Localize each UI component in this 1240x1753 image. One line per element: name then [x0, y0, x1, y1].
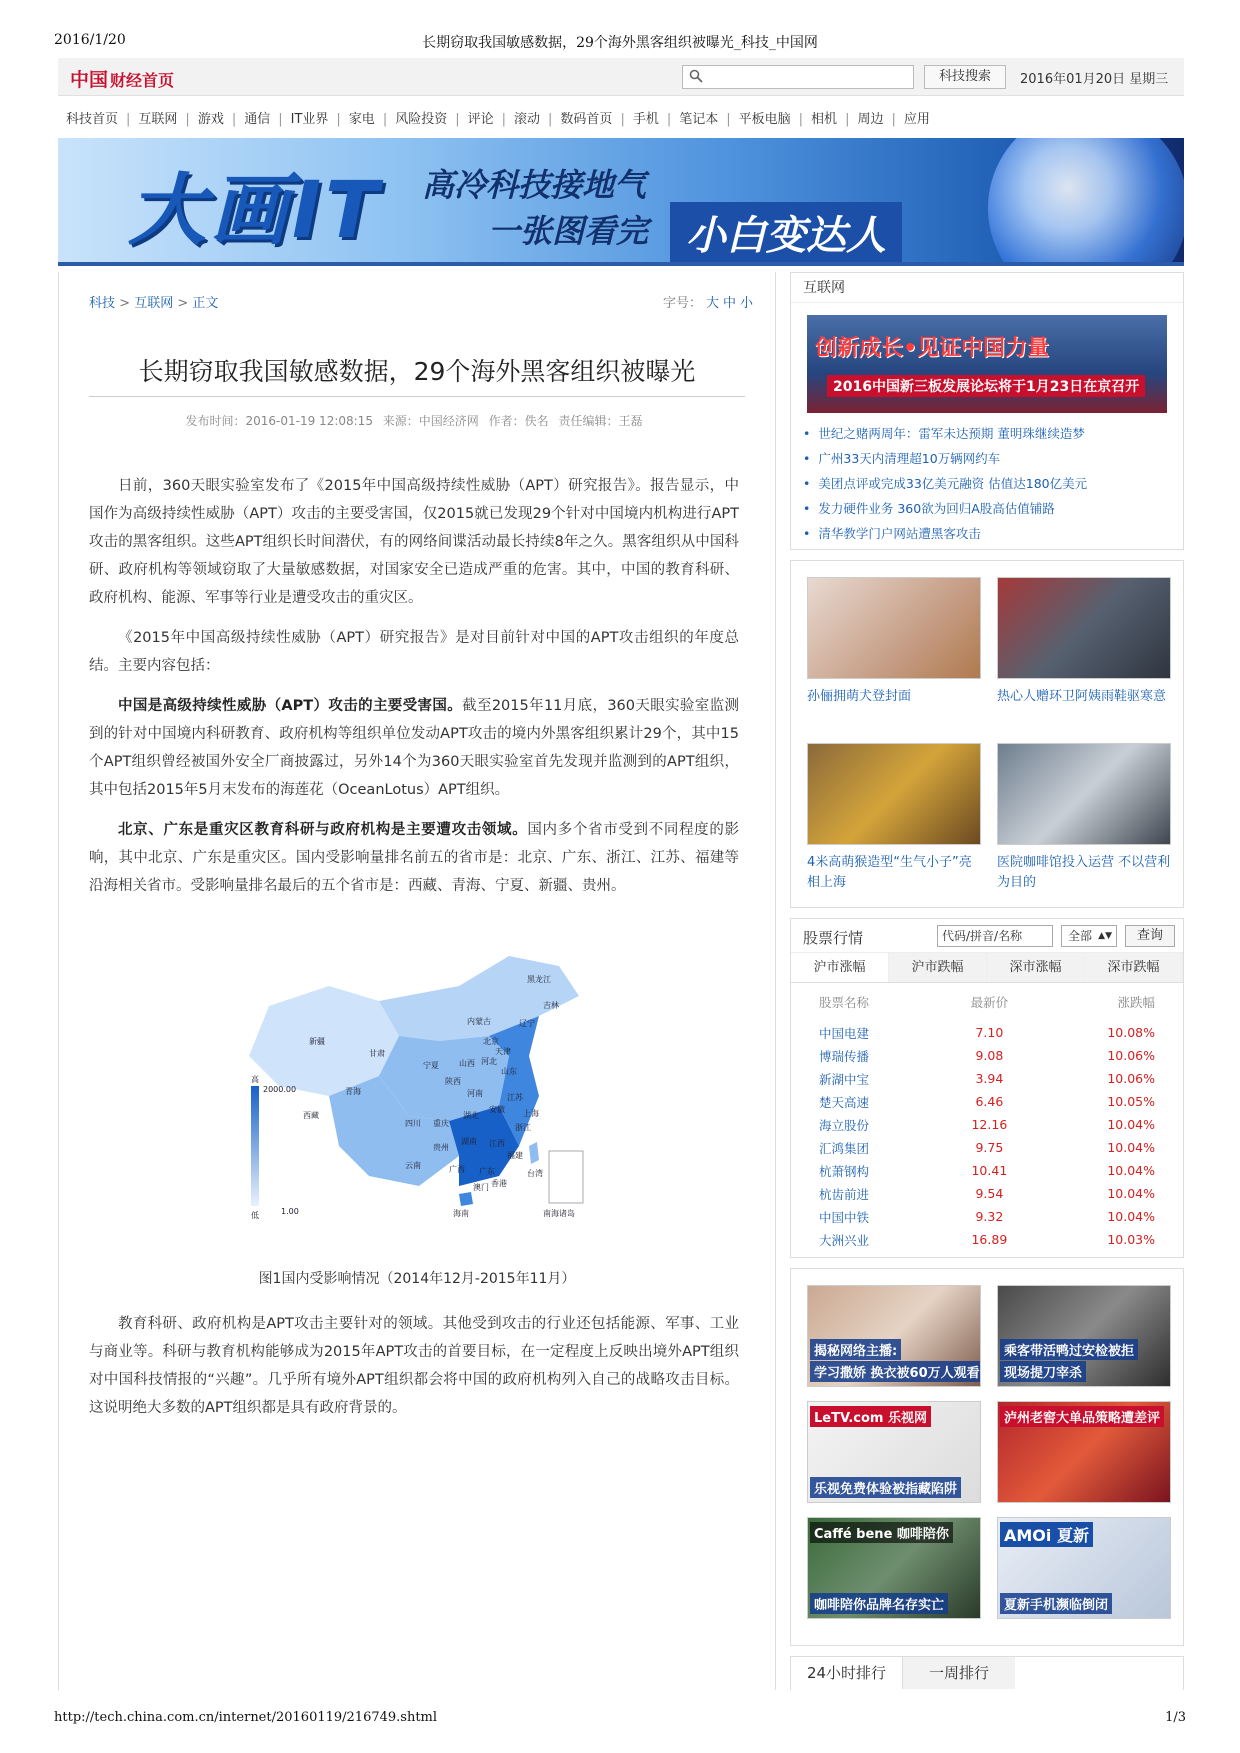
paragraph-5: 教育科研、政府机构是APT攻击主要针对的领域。其他受到攻击的行业还包括能源、军事、工业与商业等。科研与教育机构能够成为2015年APT攻击的首要目标，在一定程度上反映出境外APT组织对中国科技情报的“兴趣”。几乎所有境外APT组织都会将中国的政府机构列入自己的战略攻击目标。这说明绝大多数的APT组织都是具有政府背景的。	[89, 1316, 739, 1416]
forum-ad[interactable]	[807, 315, 1167, 413]
promo-images-panel	[790, 1268, 1184, 1646]
nav-item[interactable]: 数码首页	[560, 112, 613, 127]
news-title: 广州33天内清理超10万辆网约车	[818, 451, 1001, 466]
china-impact-map	[209, 946, 629, 1246]
photo-caption: 孙俪拥萌犬登封面	[807, 689, 912, 704]
promo-label: LeTV.com 乐视网	[810, 1406, 931, 1427]
map-label: 新疆	[309, 1037, 325, 1046]
map-label: 上海	[523, 1109, 539, 1118]
nav-separator: |	[185, 112, 190, 127]
site-logo[interactable]	[70, 65, 174, 92]
map-label: 天津	[495, 1047, 511, 1056]
promo-item[interactable]	[997, 1401, 1171, 1503]
map-label: 山东	[501, 1067, 517, 1076]
select-arrows-icon: ▲▼	[1098, 931, 1112, 941]
stock-change: 10.04%	[1107, 1140, 1155, 1155]
nav-separator: |	[382, 112, 388, 127]
nav-separator: |	[845, 112, 850, 127]
map-label: 西藏	[303, 1111, 319, 1120]
stock-search-input[interactable]: 代码/拼音/名称	[937, 925, 1053, 947]
stock-row[interactable]	[791, 1021, 1183, 1044]
stock-price: 7.10	[975, 1025, 1004, 1040]
current-date: 2016年01月20日 星期三	[1020, 72, 1169, 87]
nav-separator: |	[726, 112, 731, 127]
stock-row[interactable]	[791, 1182, 1183, 1205]
nav-item[interactable]: 相机	[811, 112, 838, 127]
stock-price: 9.54	[975, 1186, 1004, 1201]
stock-change: 10.04%	[1107, 1163, 1155, 1178]
photo-caption: 热心人赠环卫阿姨雨鞋驱寒意	[997, 689, 1167, 704]
stock-row[interactable]	[791, 1228, 1183, 1251]
map-label: 吉林	[543, 1001, 559, 1010]
nav-separator: |	[126, 112, 131, 127]
stock-name[interactable]: 杭齿前进	[819, 1186, 870, 1202]
photo-thumbnail	[807, 743, 981, 845]
paragraph-3	[89, 692, 739, 804]
stock-title: 股票行情	[803, 929, 864, 947]
ranking-tabs	[791, 1657, 1183, 1689]
photo-caption: 医院咖啡馆投入运营 不以营利为目的	[997, 855, 1171, 890]
map-label: 福建	[507, 1151, 523, 1160]
font-size-medium[interactable]: 中	[722, 296, 736, 311]
bullet-icon: •	[803, 501, 811, 516]
map-region-north	[379, 956, 579, 1041]
news-item[interactable]	[803, 446, 1171, 471]
nav-separator: |	[891, 112, 896, 127]
search-button[interactable]: 科技搜索	[924, 65, 1006, 89]
font-size-large[interactable]: 大	[705, 296, 719, 311]
nav-separator: |	[666, 112, 672, 127]
nav-item[interactable]: 应用	[903, 112, 930, 127]
south-sea-inset	[549, 1151, 583, 1203]
col-price: 最新价	[970, 995, 1009, 1010]
breadcrumb-internet[interactable]: 互联网	[134, 296, 174, 311]
map-label: 南海诸岛	[543, 1209, 575, 1218]
tab-24h[interactable]: 24小时排行	[791, 1657, 903, 1689]
stock-row[interactable]	[791, 1136, 1183, 1159]
photo-news-panel	[790, 560, 1184, 908]
promo-sublabel: 现场提刀宰杀	[1000, 1361, 1086, 1382]
promo-banner[interactable]	[58, 138, 1184, 266]
article-author: 作者：佚名	[488, 414, 549, 428]
paragraph-1: 日前，360天眼实验室发布了《2015年中国高级持续性威胁（APT）研究报告》。报告显示，中国作为高级持续性威胁（APT）攻击的主要受害国，仅2015就已发现29个针对中国境内机构进行APT攻击的黑客组织。这些APT组织长时间潜伏，有的网络间谍活动最长持续8年之久。黑客组织从中国科研、政府机构等领域窃取了大量敏感数据，对国家安全已造成严重的危害。其中，中国的教育科研、政府机构、能源、军事等行业是遭受攻击的重灾区。	[89, 478, 739, 606]
print-footer	[54, 1710, 1186, 1730]
map-legend-min: 1.00	[281, 1207, 299, 1216]
map-label: 江苏	[507, 1093, 523, 1102]
map-label: 浙江	[515, 1123, 531, 1132]
stock-change: 10.04%	[1107, 1117, 1155, 1132]
stock-row[interactable]	[791, 1067, 1183, 1090]
breadcrumb-sep: >	[177, 296, 189, 311]
news-item[interactable]	[803, 471, 1171, 496]
stock-price: 9.75	[975, 1140, 1004, 1155]
map-label: 山西	[459, 1059, 475, 1068]
promo-label: 乘客带活鸭过安检被拒	[1000, 1339, 1138, 1360]
map-label: 河北	[481, 1057, 497, 1066]
promo-item[interactable]	[997, 1517, 1171, 1619]
nav-item[interactable]: IT业界	[290, 112, 329, 127]
promo-sublabel: 夏新手机濒临倒闭	[1000, 1593, 1112, 1614]
promo-label: 揭秘网络主播:	[810, 1339, 901, 1360]
photo-thumbnail	[997, 743, 1171, 845]
stock-row[interactable]	[791, 1044, 1183, 1067]
map-label: 河南	[467, 1089, 483, 1098]
banner-line-1: 高冷科技接地气	[422, 166, 647, 204]
stock-change: 10.08%	[1107, 1025, 1155, 1040]
promo-label: AMOi 夏新	[1000, 1522, 1093, 1547]
stock-change: 10.04%	[1107, 1209, 1155, 1224]
map-label: 江西	[489, 1139, 505, 1148]
promo-label: 泸州老窖大单品策略遭差评	[1000, 1406, 1164, 1427]
nav-separator: |	[336, 112, 341, 127]
nav-item[interactable]: 通信	[244, 112, 271, 127]
internet-news-panel	[790, 272, 1184, 550]
stock-table	[791, 983, 1183, 1251]
breadcrumb-sep: >	[119, 296, 131, 311]
stock-row[interactable]	[791, 1113, 1183, 1136]
map-label: 内蒙古	[467, 1017, 491, 1026]
nav-separator: |	[798, 112, 804, 127]
font-size-control	[663, 292, 753, 311]
news-title: 清华教学门户网站遭黑客攻击	[818, 526, 981, 541]
map-label: 宁夏	[423, 1061, 439, 1070]
article-body-bottom	[89, 1310, 739, 1422]
photo-item[interactable]	[807, 743, 981, 909]
map-label: 重庆	[433, 1119, 449, 1128]
tab-sz-losers[interactable]: 深市跌幅	[1085, 953, 1183, 982]
paragraph-3-text: 截至2015年11月底，360天眼实验室监测到的针对中国境内科研教育、政府机构等组织单位发动APT攻击的境内外黑客组织累计29个，其中15个APT组织曾经被国外安全厂商披露过，另外14个为360天眼实验室首先发现并监测到的APT组织，其中包括2015年5月末发布的海莲花（OceanLotus）APT组织。	[89, 698, 739, 798]
nav-item[interactable]: 平板电脑	[738, 112, 791, 127]
col-stock-name: 股票名称	[819, 995, 870, 1010]
map-label: 北京	[483, 1037, 499, 1046]
stock-quotes-panel	[790, 918, 1184, 1258]
nav-separator: |	[501, 112, 507, 127]
map-region-taiwan	[529, 1142, 539, 1164]
stock-change: 10.06%	[1107, 1048, 1155, 1063]
stock-price: 16.89	[971, 1232, 1008, 1247]
promo-label: Caffé bene 咖啡陪你	[810, 1522, 953, 1543]
nav-item[interactable]: 周边	[857, 112, 884, 127]
ad-subline: 2016中国新三板发展论坛将于1月23日在京召开	[827, 375, 1145, 397]
banner-line-2: 一张图看完	[488, 212, 649, 250]
ad-headline: 创新成长•见证中国力量	[815, 336, 1050, 361]
paragraph-3-lead: 中国是高级持续性威胁（APT）攻击的主要受害国。	[118, 698, 463, 714]
photo-thumbnail	[997, 577, 1171, 679]
photo-item[interactable]	[807, 577, 981, 743]
promo-sublabel: 乐视免费体验被指藏陷阱	[810, 1477, 961, 1498]
print-date: 2016/1/20	[54, 32, 126, 48]
paragraph-4-lead: 北京、广东是重灾区教育科研与政府机构是主要遭攻击领域。	[118, 822, 528, 838]
map-legend-low: 低	[251, 1211, 259, 1220]
map-label: 贵州	[433, 1143, 449, 1152]
map-label: 香港	[491, 1179, 507, 1188]
map-label: 广西	[449, 1165, 465, 1174]
stock-change: 10.05%	[1107, 1094, 1155, 1109]
bullet-icon: •	[803, 426, 811, 441]
stock-name[interactable]: 杭萧钢构	[819, 1163, 870, 1179]
photo-caption: 4米高萌猴造型“生气小子”亮相上海	[807, 855, 972, 890]
news-title: 美团点评或完成33亿美元融资 估值达180亿美元	[818, 476, 1088, 491]
map-label: 黑龙江	[527, 975, 551, 984]
stock-price: 3.94	[975, 1071, 1004, 1086]
map-label: 海南	[453, 1209, 469, 1218]
map-legend-bar	[251, 1086, 259, 1206]
stock-name[interactable]: 汇鸿集团	[819, 1140, 870, 1156]
market-select-value: 全部	[1068, 929, 1093, 943]
article-column	[58, 272, 776, 1690]
stock-price: 12.16	[971, 1117, 1008, 1132]
map-label: 安徽	[489, 1105, 505, 1114]
paragraph-4-text: 国内多个省市受到不同程度的影响，其中北京、广东是重灾区。国内受影响量排名前五的省市是：北京、广东、浙江、江苏、福建等沿海相关省市。受影响量排名最后的五个省市是：西藏、青海、宁夏、新疆、贵州。	[89, 822, 740, 894]
search-input[interactable]	[682, 65, 914, 89]
stock-change: 10.06%	[1107, 1071, 1155, 1086]
search-icon	[689, 69, 703, 83]
tab-sh-losers[interactable]: 沪市跌幅	[889, 953, 987, 982]
ranking-panel	[790, 1656, 1184, 1690]
article-source: 来源：中国经济网	[382, 414, 479, 428]
top-bar	[58, 58, 1184, 96]
stock-name[interactable]: 大洲兴业	[819, 1232, 870, 1248]
nav-separator: |	[620, 112, 625, 127]
map-label: 陕西	[445, 1077, 461, 1086]
print-url: http://tech.china.com.cn/internet/20160119/216749.shtml	[54, 1710, 438, 1725]
article-title: 长期窃取我国敏感数据，29个海外黑客组织被曝光	[138, 357, 696, 386]
stock-row[interactable]	[791, 1205, 1183, 1228]
stock-name[interactable]: 博瑞传播	[819, 1048, 870, 1064]
stock-name[interactable]: 新湖中宝	[819, 1071, 870, 1087]
figure-caption: 图1国内受影响情况（2014年12月-2015年11月）	[258, 1271, 576, 1287]
map-label: 广东	[479, 1167, 495, 1176]
nav-separator: |	[278, 112, 283, 127]
map-legend-high: 高	[251, 1075, 259, 1084]
tab-sh-gainers[interactable]: 沪市涨幅	[791, 953, 889, 982]
promo-item[interactable]	[997, 1285, 1171, 1387]
promo-item[interactable]	[807, 1285, 981, 1387]
news-title: 发力硬件业务 360欲为回归A股高估值铺路	[818, 501, 1055, 516]
stock-change: 10.03%	[1107, 1232, 1155, 1247]
nav-item[interactable]: 互联网	[138, 112, 178, 127]
nav-item[interactable]: 滚动	[514, 112, 541, 127]
photo-item[interactable]	[997, 743, 1171, 909]
stock-price: 9.08	[975, 1048, 1004, 1063]
article-body-top	[89, 472, 739, 900]
breadcrumb-current[interactable]: 正文	[192, 296, 219, 311]
stock-name[interactable]: 楚天高速	[819, 1094, 870, 1110]
globe-graphic	[988, 138, 1184, 266]
banner-headline: 大画IT	[128, 166, 383, 256]
breadcrumb	[89, 292, 218, 311]
category-nav	[66, 108, 1176, 128]
stock-name[interactable]: 海立股份	[819, 1117, 870, 1133]
stock-price: 6.46	[975, 1094, 1004, 1109]
nav-item[interactable]: 风险投资	[395, 112, 448, 127]
article-meta	[59, 412, 775, 429]
nav-separator: |	[455, 112, 460, 127]
nav-item[interactable]: 笔记本	[679, 112, 719, 127]
nav-item[interactable]: 评论	[467, 112, 494, 127]
stock-tabs	[791, 953, 1183, 983]
col-change: 涨跌幅	[1117, 995, 1155, 1010]
news-item[interactable]	[803, 496, 1171, 521]
article-editor: 责任编辑：王磊	[558, 414, 643, 428]
map-label: 台湾	[527, 1169, 543, 1178]
nav-item[interactable]: 手机	[632, 112, 659, 127]
bullet-icon: •	[803, 476, 811, 491]
stock-row[interactable]	[791, 1090, 1183, 1113]
font-size-label: 字号：	[662, 296, 702, 311]
map-label: 湖南	[461, 1137, 477, 1146]
paragraph-4	[89, 816, 739, 900]
logo-subtitle: 财经首页	[110, 71, 175, 90]
publish-time: 发布时间：2016-01-19 12:08:15	[185, 414, 373, 428]
breadcrumb-tech[interactable]: 科技	[89, 296, 116, 311]
map-label: 辽宁	[519, 1019, 535, 1028]
stock-price: 10.41	[971, 1163, 1008, 1178]
map-label: 湖北	[463, 1111, 479, 1120]
map-label: 甘肃	[369, 1049, 385, 1058]
market-select[interactable]	[1061, 925, 1117, 947]
photo-item[interactable]	[997, 577, 1171, 743]
print-page-number: 1/3	[1165, 1710, 1186, 1725]
bullet-icon: •	[803, 526, 811, 541]
bullet-icon: •	[803, 451, 811, 466]
map-label: 青海	[345, 1087, 361, 1096]
news-list	[791, 413, 1183, 554]
panel-title: 互联网	[791, 273, 1183, 303]
tab-week[interactable]: 一周排行	[903, 1657, 1015, 1689]
nav-item[interactable]: 家电	[348, 112, 375, 127]
map-legend-max: 2000.00	[263, 1085, 297, 1094]
title-divider	[89, 396, 745, 397]
map-region-hainan	[459, 1192, 473, 1206]
news-item[interactable]	[803, 521, 1171, 546]
news-title: 世纪之赌两周年：雷军未达预期 董明珠继续造梦	[818, 426, 1085, 441]
font-size-small[interactable]: 小	[739, 296, 753, 311]
paragraph-2: 《2015年中国高级持续性威胁（APT）研究报告》是对目前针对中国的APT攻击组织的年度总结。主要内容包括：	[89, 630, 739, 674]
stock-query-button[interactable]: 查询	[1125, 925, 1175, 947]
nav-item[interactable]: 科技首页	[66, 112, 119, 127]
map-label: 四川	[405, 1119, 421, 1128]
print-title: 长期窃取我国敏感数据，29个海外黑客组织被曝光_科技_中国网	[422, 35, 818, 51]
map-label: 澳门	[473, 1183, 489, 1192]
photo-thumbnail	[807, 577, 981, 679]
print-header	[54, 32, 1186, 54]
map-label: 云南	[405, 1161, 421, 1170]
banner-tag: 小白变达人	[670, 202, 902, 263]
stock-price: 9.32	[975, 1209, 1004, 1224]
stock-name[interactable]: 中国中铁	[819, 1209, 870, 1225]
nav-item[interactable]: 游戏	[197, 112, 224, 127]
stock-change: 10.04%	[1107, 1186, 1155, 1201]
stock-header	[791, 919, 1183, 953]
news-item[interactable]	[803, 421, 1171, 446]
stock-row[interactable]	[791, 1159, 1183, 1182]
promo-item[interactable]	[807, 1401, 981, 1503]
logo-text: 中国	[70, 69, 109, 91]
promo-sublabel: 学习撒娇 换衣被60万人观看	[810, 1361, 981, 1382]
promo-sublabel: 咖啡陪你品牌名存实亡	[810, 1593, 948, 1614]
tab-sz-gainers[interactable]: 深市涨幅	[987, 953, 1085, 982]
promo-item[interactable]	[807, 1517, 981, 1619]
nav-separator: |	[231, 112, 237, 127]
stock-name[interactable]: 中国电建	[819, 1025, 870, 1041]
nav-separator: |	[548, 112, 553, 127]
